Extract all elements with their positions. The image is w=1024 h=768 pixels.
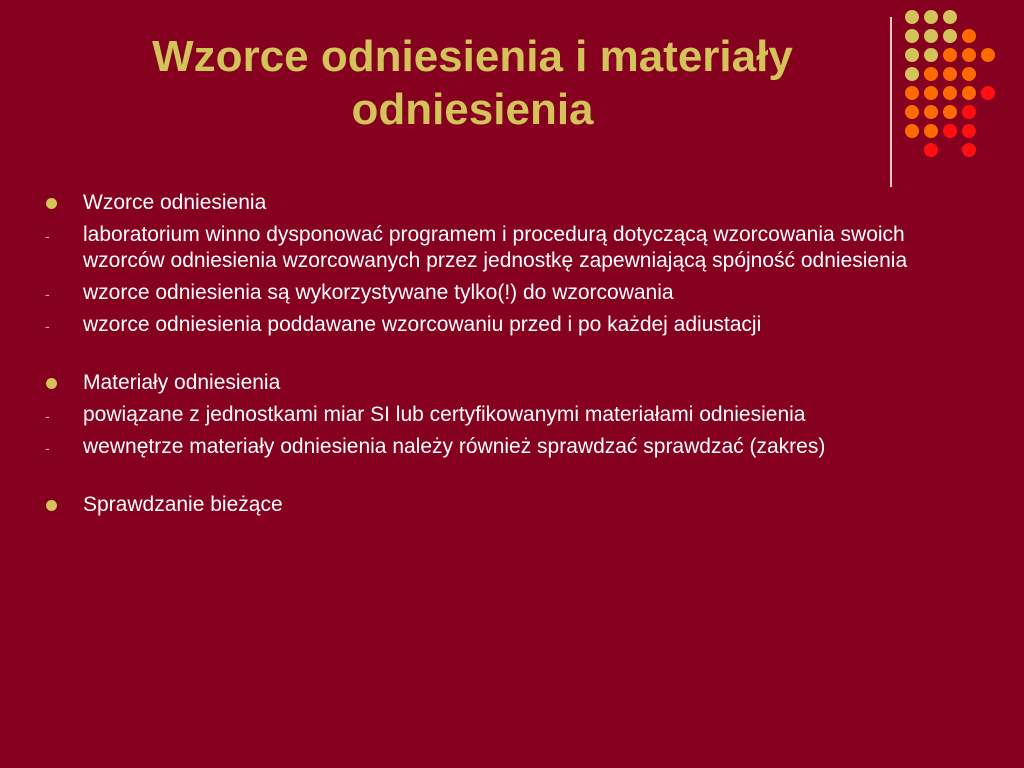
decorative-dot [905,29,919,43]
decorative-dot [962,48,976,62]
decorative-dot [905,86,919,100]
dash-icon: - [45,228,50,244]
decorative-dot [905,124,919,138]
decorative-dot [924,67,938,81]
bullet-icon [46,500,57,511]
decorative-dot [943,105,957,119]
decorative-dot-grid [905,10,1015,170]
decorative-dot [924,29,938,43]
list-item [45,492,985,518]
list-item-text: wzorce odniesienia są wykorzystywane tylko(!) do wzorcowania [83,281,674,304]
slide-title: Wzorce odniesienia i materiały odniesienia [152,32,793,134]
list-item-text: wewnętrze materiały odniesienia należy również sprawdzać sprawdzać (zakres) [83,435,826,458]
decorative-dot [924,124,938,138]
decorative-dot [943,67,957,81]
decorative-dot [943,29,957,43]
dash-icon: - [45,286,50,302]
slide-body [45,190,985,518]
decorative-dot [981,86,995,100]
decorative-dot [924,48,938,62]
decorative-dot [981,48,995,62]
list-item-text: laboratorium winno dysponować programem i procedurą dotyczącą wzorcowania swoich wzorców odniesienia wzorcowanych przez jednostkę zapewniającą spójność odniesienia [83,223,908,272]
list-item-text: wzorce odniesienia poddawane wzorcowaniu przed i po każdej adiustacji [83,313,762,336]
decorative-dot [962,67,976,81]
decorative-dot [943,86,957,100]
list-item [45,222,985,274]
bullet-icon [46,198,57,209]
decorative-dot [962,143,976,157]
decorative-dot [943,48,957,62]
dash-icon: - [45,318,50,334]
list-item-text: Wzorce odniesienia [83,191,267,214]
list-item-text: Sprawdzanie bieżące [83,493,283,516]
decorative-dot [962,105,976,119]
decorative-dot [905,67,919,81]
decorative-dot [962,86,976,100]
vertical-divider [890,17,892,187]
decorative-dot [962,124,976,138]
dash-icon: - [45,440,50,456]
decorative-dot [905,48,919,62]
list-item-text: Materiały odniesienia [83,371,281,394]
list-item [45,370,985,396]
decorative-dot [962,29,976,43]
decorative-dot [924,10,938,24]
decorative-dot [943,10,957,24]
dash-icon: - [45,408,50,424]
list-item [45,402,985,428]
list-item [45,434,985,460]
decorative-dot [924,105,938,119]
list-item [45,190,985,216]
list-item [45,280,985,306]
decorative-dot [905,105,919,119]
bullet-icon [46,378,57,389]
decorative-dot [943,124,957,138]
list-item-text: powiązane z jednostkami miar SI lub certyfikowanymi materiałami odniesienia [83,403,806,426]
decorative-dot [905,10,919,24]
decorative-dot [924,86,938,100]
list-item [45,312,985,338]
decorative-dot [924,143,938,157]
